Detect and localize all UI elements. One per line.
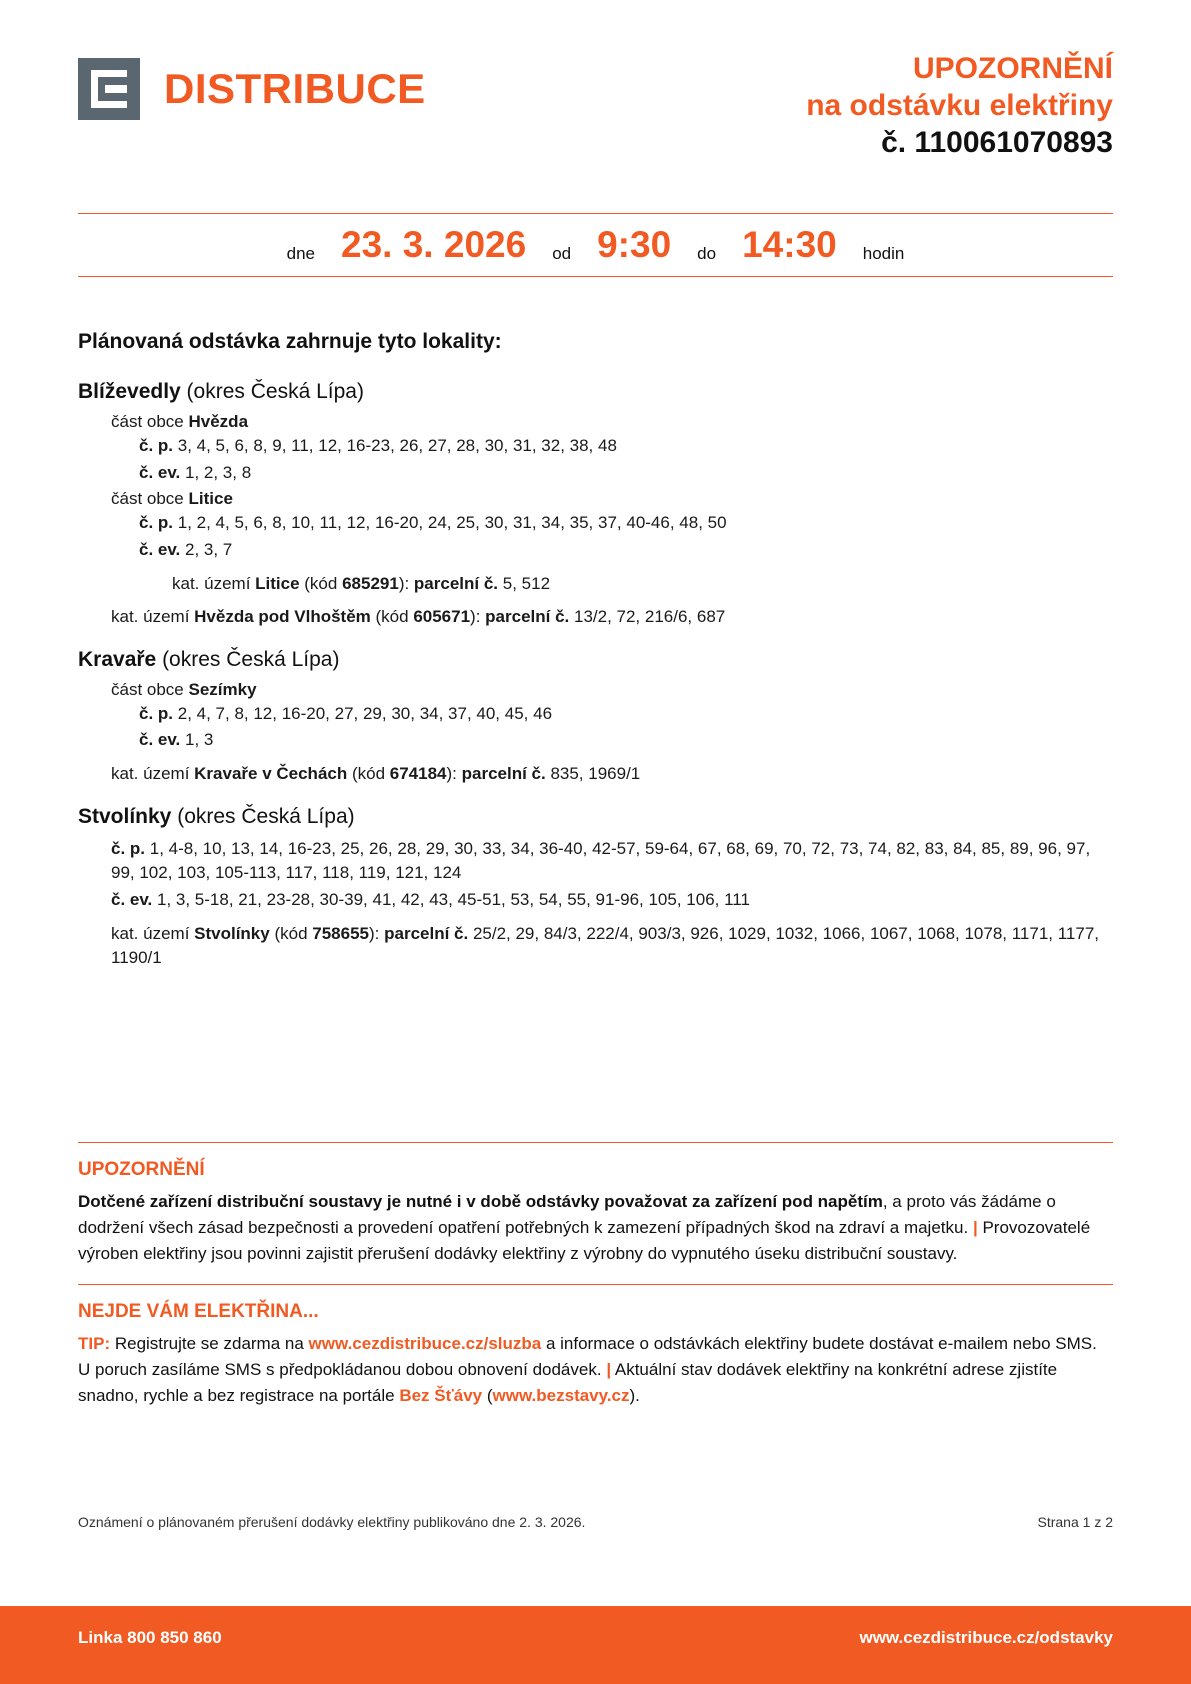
kat-prefix: kat. území: [111, 764, 195, 784]
footer-phone: Linka 800 850 860: [78, 1628, 222, 1647]
municipality-name: Blíževedly: [78, 380, 181, 403]
number-label: č. ev.: [139, 539, 181, 559]
number-line: [139, 511, 1113, 536]
document-header: [78, 50, 1113, 170]
parcel-values: 13/2, 72, 216/6, 687: [569, 607, 726, 627]
kat-code: 605671: [413, 607, 471, 627]
page-number: Strana 1 z 2: [1037, 1514, 1113, 1530]
number-line: [111, 888, 1113, 913]
number-values: 1, 2, 3, 8: [180, 462, 252, 482]
notice-outage-heading: NEJDE VÁM ELEKTŘINA...: [78, 1301, 319, 1323]
label-od: od: [552, 244, 572, 263]
number-values: 3, 4, 5, 6, 8, 9, 11, 12, 16-23, 26, 27, 28, 30, 31, 32, 38, 48: [173, 436, 617, 455]
municipality-region: (okres Česká Lípa): [180, 380, 364, 403]
label-dne: dne: [286, 244, 316, 263]
part-heading: [111, 412, 1113, 432]
cez-e-logo-icon: [78, 58, 140, 120]
tip-label: TIP:: [78, 1334, 111, 1354]
kat-code-suffix: ):: [369, 923, 385, 943]
number-values: 2, 4, 7, 8, 12, 16-20, 27, 29, 30, 34, 37, 40, 45, 46: [173, 703, 553, 723]
link-cezdistribuce-sluzba[interactable]: www.cezdistribuce.cz/sluzba: [308, 1334, 542, 1354]
kat-uzemi-line: [111, 605, 1113, 630]
kat-code: 685291: [342, 573, 399, 593]
link-bezstavy-cz[interactable]: www.bezstavy.cz: [492, 1386, 630, 1406]
kat-name: Kravaře v Čechách: [194, 764, 348, 784]
part-block: [111, 680, 1113, 753]
kat-prefix: kat. území: [111, 607, 195, 627]
number-line: [139, 728, 1113, 753]
part-block: [111, 412, 1113, 485]
brand-wordmark: DISTRIBUCE: [164, 65, 426, 112]
kat-code: 758655: [312, 923, 369, 943]
kat-name: Stvolínky: [194, 923, 270, 943]
number-line: [139, 702, 1113, 727]
page-content: [78, 0, 1113, 1684]
municipality-list: [78, 380, 1113, 971]
part-label: část obce: [111, 679, 189, 699]
header-title-block: [806, 50, 1113, 162]
parcel-label: parcelní č.: [485, 607, 570, 627]
kat-code-label: (kód: [370, 607, 414, 627]
municipality-region: (okres Česká Lípa): [156, 647, 340, 671]
parcel-label: parcelní č.: [384, 923, 469, 943]
municipality-name: Stvolínky: [78, 804, 172, 828]
publication-line: [78, 1514, 1113, 1530]
number-values: 1, 4-8, 10, 13, 14, 16-23, 25, 26, 28, 29, 30, 33, 34, 36-40, 42-57, 59-64, 67, 68, 69, 70, 72, 73, 74, 82, 83, 84, 85, 89, 96, 97, 99, 102, 103, 105-113, 117, 118, 119, 121, 124: [111, 838, 1091, 883]
parcel-values: 5, 512: [498, 573, 551, 593]
label-hodin: hodin: [862, 244, 905, 263]
parcel-values: 25/2, 29, 84/3, 222/4, 903/3, 926, 1029, 1032, 1066, 1067, 1068, 1078, 1171, 1177, 1190/1: [111, 923, 1100, 968]
notice-outage-separator: |: [606, 1360, 612, 1380]
municipality-block: [78, 380, 1113, 630]
notice-warning-text2: Provozovatelé výroben elektřiny jsou povinni zajistit přerušení dodávky elektřiny z výrobny do vypnutého úseku distribuční soustavy.: [78, 1217, 1091, 1263]
number-line: [139, 461, 1113, 486]
kat-prefix: kat. území: [111, 923, 195, 943]
municipality-name: Kravaře: [78, 647, 157, 671]
notice-outage-text2: a informace o odstávkách elektřiny budete dostávat e-mailem nebo SMS. U poruch zasíláme SMS s předpokládanou dobou obnovení dodávek.: [78, 1334, 1097, 1380]
notice-warning-separator: |: [972, 1217, 978, 1237]
parcel-label: parcelní č.: [413, 573, 499, 593]
header-notice-label: UPOZORNĚNÍ: [912, 52, 1113, 85]
notice-outage-body: [78, 1331, 1113, 1408]
notice-outage: [78, 1285, 1113, 1426]
number-line: [139, 538, 1113, 563]
notice-outage-text4: (: [482, 1386, 493, 1406]
part-label: část obce: [111, 412, 189, 431]
part-heading: [111, 489, 1113, 509]
kat-code-label: (kód: [299, 573, 343, 593]
parcel-values: 835, 1969/1: [545, 764, 641, 784]
number-values: 1, 3, 5-18, 21, 23-28, 30-39, 41, 42, 43, 45-51, 53, 54, 55, 91-96, 105, 106, 111: [152, 890, 750, 910]
number-values: 2, 3, 7: [180, 539, 233, 559]
label-do: do: [697, 244, 717, 263]
kat-name: Litice: [255, 573, 300, 593]
notice-warning: [78, 1143, 1113, 1284]
number-label: č. p.: [111, 838, 146, 858]
part-label: část obce: [111, 489, 189, 509]
kat-code-suffix: ):: [446, 764, 462, 784]
notice-outage-text1: Registrujte se zdarma na: [110, 1334, 309, 1354]
brand-logo: [78, 58, 426, 120]
part-name: Hvězda: [188, 412, 249, 431]
number-line: [139, 434, 1113, 459]
footer-website-link[interactable]: www.cezdistribuce.cz/odstavky: [859, 1628, 1113, 1647]
kat-code-label: (kód: [269, 923, 313, 943]
municipality-heading: [78, 805, 1113, 829]
notice-warning-body: [78, 1189, 1113, 1266]
link-bez-stavy[interactable]: Bez Šťávy: [399, 1386, 483, 1406]
number-line: [111, 837, 1113, 886]
document-footer: [0, 1606, 1191, 1684]
municipality-heading: [78, 648, 1113, 672]
notice-outage-text3: Aktuální stav dodávek elektřiny na konkrétní adrese zjistíte snadno, rychle a bez registrace na portále: [78, 1360, 1058, 1406]
notice-warning-text: , a proto vás žádáme o dodržení všech zásad bezpečnosti a provedení opatření potřebných k zamezení případných škod na zdraví a majetku.: [78, 1192, 1056, 1237]
notices-section: [78, 1142, 1113, 1427]
part-name: Sezímky: [188, 679, 257, 699]
kat-uzemi-line: [172, 572, 1113, 597]
number-values: 1, 2, 4, 5, 6, 8, 10, 11, 12, 16-20, 24, 25, 30, 31, 34, 35, 37, 40-46, 48, 50: [173, 513, 727, 533]
number-label: č. p.: [139, 703, 174, 723]
localities-title: Plánovaná odstávka zahrnuje tyto lokality:: [78, 330, 502, 353]
municipality-block: [78, 805, 1113, 971]
parcel-label: parcelní č.: [461, 764, 546, 784]
number-values: 1, 3: [180, 730, 214, 750]
number-label: č. p.: [139, 436, 174, 455]
outage-date: 23. 3. 2026: [341, 224, 527, 265]
number-label: č. ev.: [139, 730, 181, 750]
header-subtitle: na odstávku elektřiny: [806, 89, 1113, 123]
number-label: č. ev.: [111, 890, 153, 910]
municipality-block: [78, 648, 1113, 787]
kat-uzemi-line: [111, 922, 1113, 971]
municipality-heading: [78, 380, 1113, 404]
municipality-region: (okres Česká Lípa): [171, 804, 355, 828]
kat-code: 674184: [389, 764, 447, 784]
kat-prefix: kat. území: [172, 573, 256, 593]
part-heading: [111, 680, 1113, 700]
localities-section: [78, 330, 1113, 975]
kat-code-suffix: ):: [470, 607, 486, 627]
publication-note: Oznámení o plánovaném přerušení dodávky elektřiny publikováno dne 2. 3. 2026.: [78, 1514, 586, 1530]
notice-warning-bold: Dotčené zařízení distribuční soustavy je nutné i v době odstávky považovat za zařízení pod napětím: [78, 1192, 883, 1211]
notice-warning-heading: UPOZORNĚNÍ: [78, 1159, 205, 1180]
outage-time-from: 9:30: [597, 224, 672, 265]
part-block: [111, 489, 1113, 596]
number-label: č. p.: [139, 513, 174, 533]
part-name: Litice: [188, 489, 233, 509]
kat-code-suffix: ):: [398, 573, 414, 593]
kat-uzemi-line: [111, 762, 1113, 787]
header-notice-number: č. 110061070893: [881, 126, 1113, 160]
kat-name: Hvězda pod Vlhoštěm: [194, 607, 371, 627]
outage-datetime-bar: [78, 213, 1113, 277]
notice-outage-text5: ).: [629, 1386, 640, 1406]
number-label: č. ev.: [139, 462, 181, 482]
outage-time-to: 14:30: [742, 224, 837, 265]
kat-code-label: (kód: [347, 764, 390, 784]
